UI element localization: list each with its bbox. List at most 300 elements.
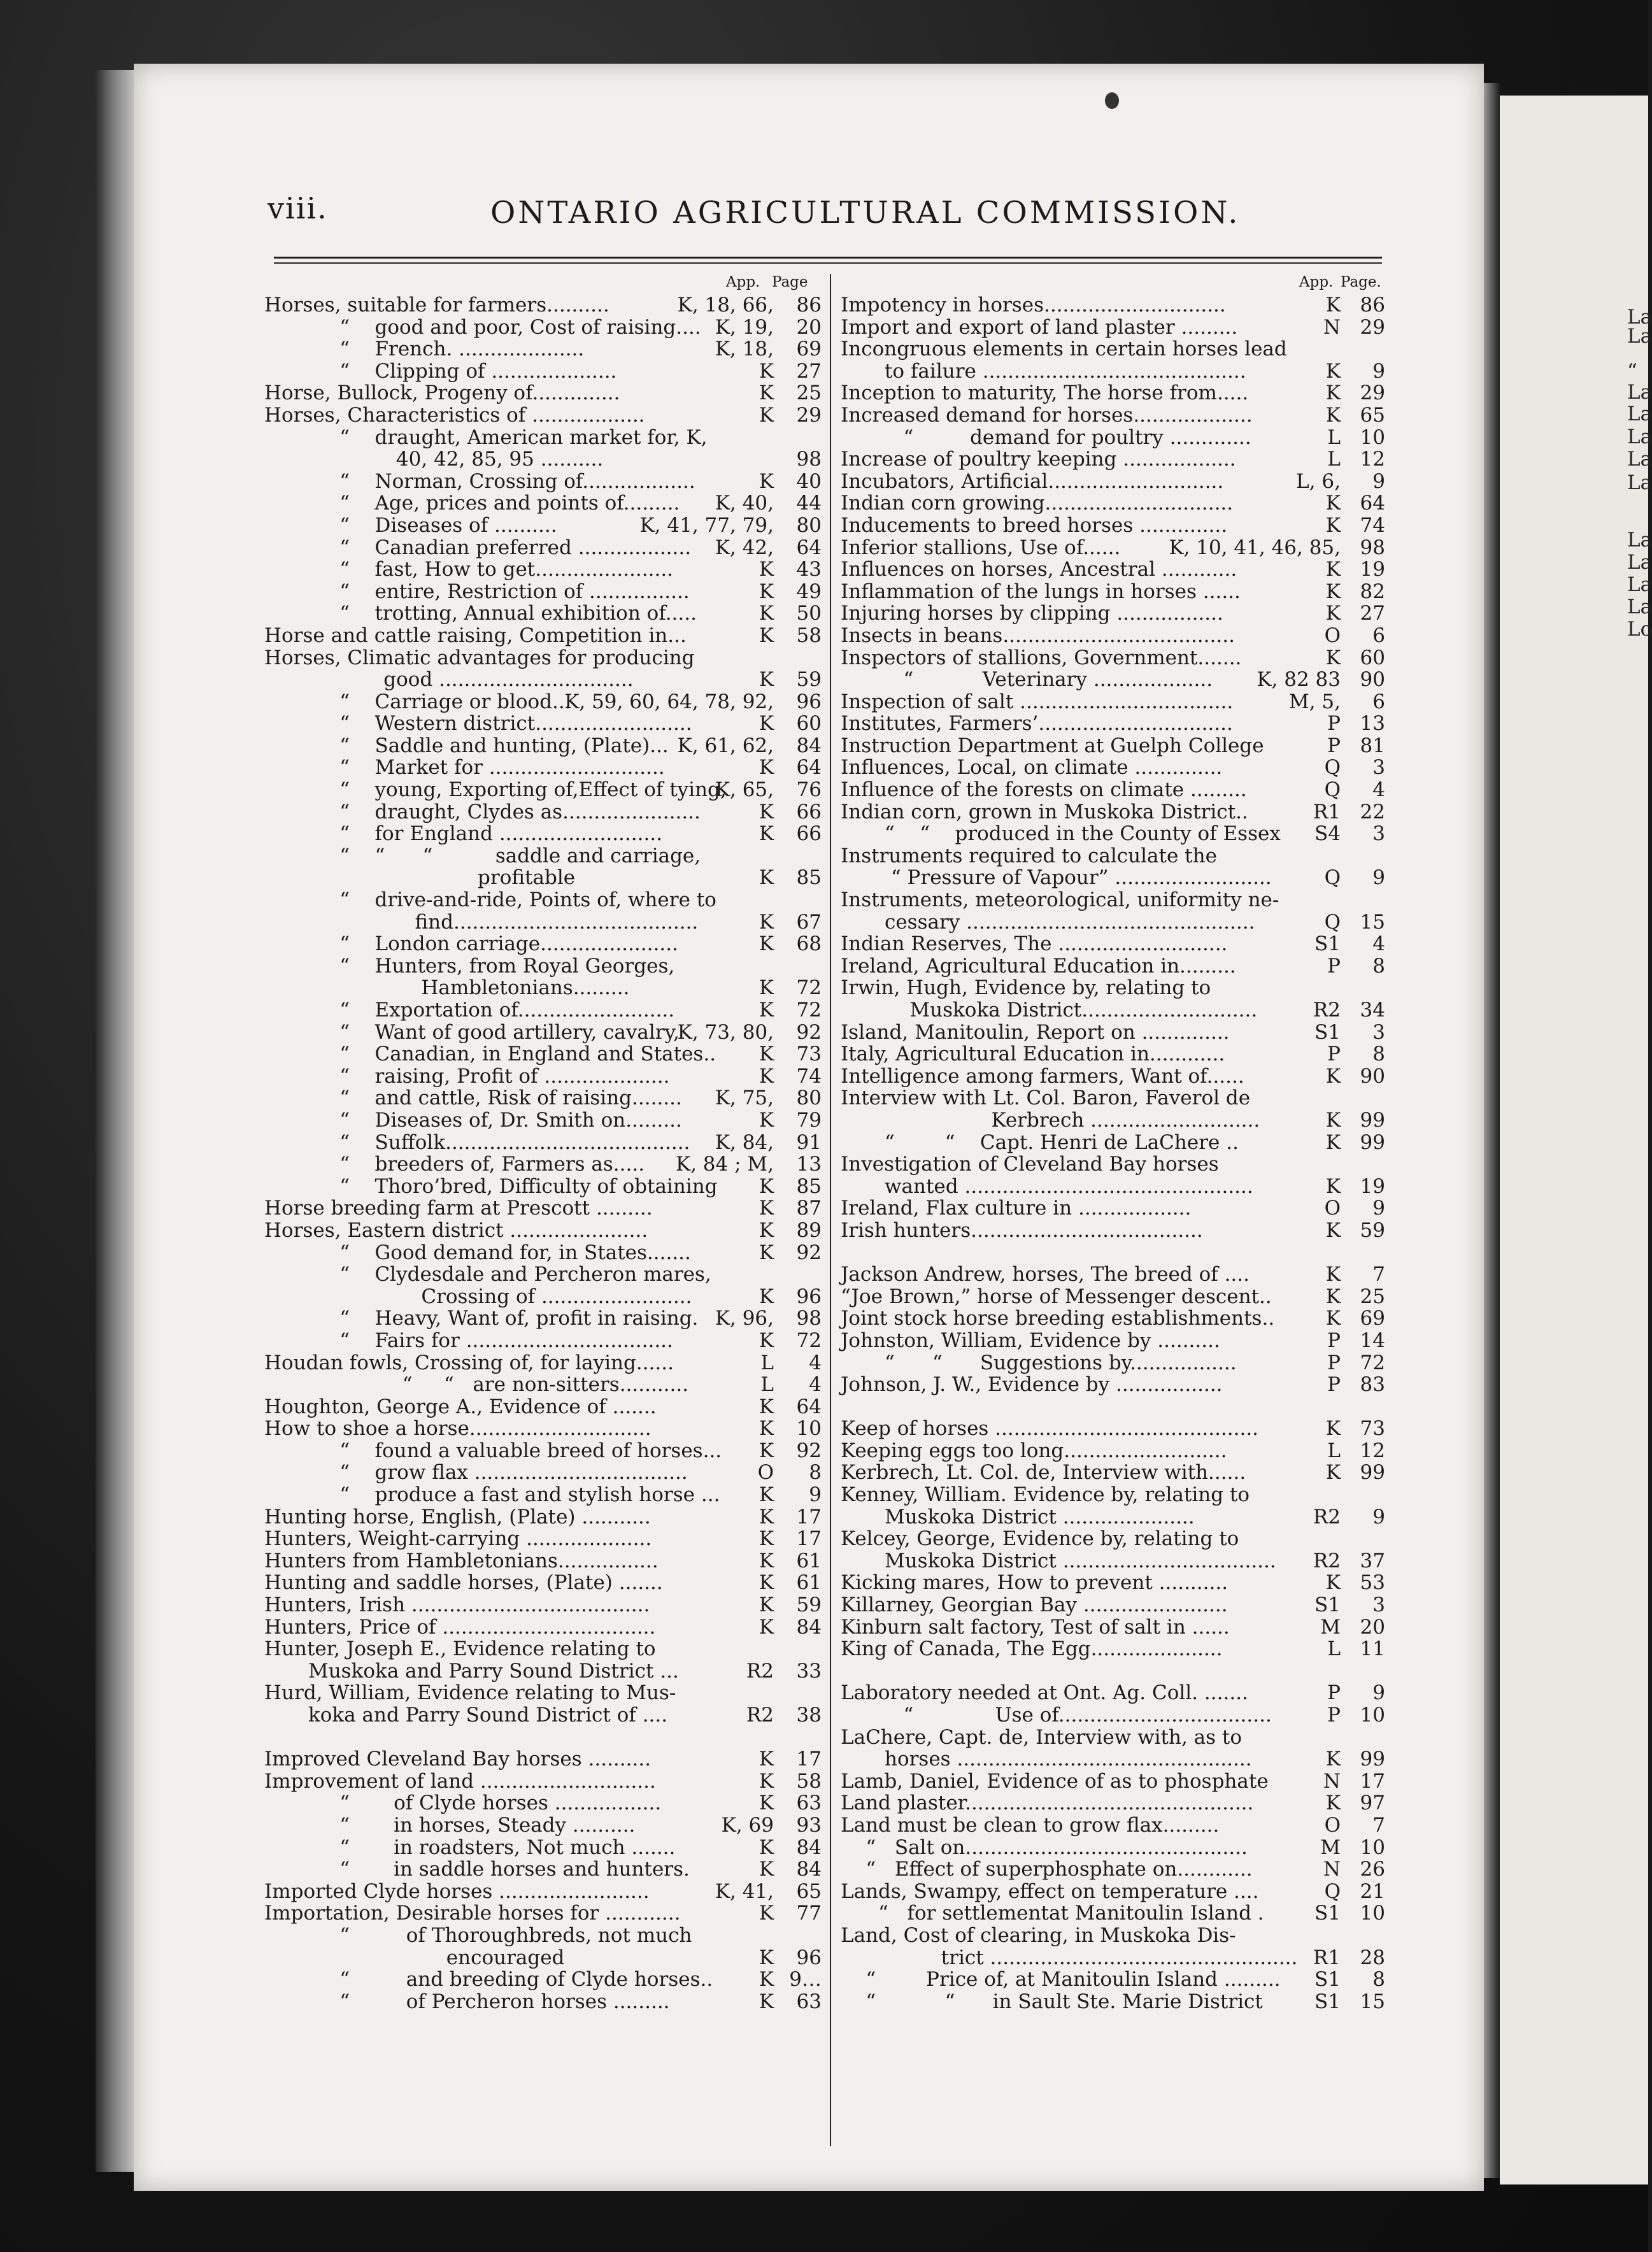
- appendix-ref: O: [1324, 1197, 1341, 1220]
- index-entry: [841, 1396, 1385, 1418]
- index-entry: [264, 1969, 822, 1991]
- index-entry: [841, 647, 1385, 669]
- appendix-ref: K, 10, 41, 46, 85,: [1169, 536, 1341, 559]
- index-entry: [841, 1484, 1385, 1506]
- appendix-ref: K: [758, 910, 774, 934]
- entry-text: “ fast, How to get......................: [264, 558, 674, 581]
- index-column-left: [264, 267, 822, 2013]
- page-ref: 98: [1360, 536, 1385, 559]
- page-ref: 6: [1372, 690, 1385, 713]
- appendix-ref: P: [1327, 1351, 1341, 1374]
- appendix-ref: K: [758, 1043, 774, 1066]
- appendix-ref: K: [1325, 294, 1341, 317]
- page-ref: 80: [796, 1087, 822, 1110]
- appendix-ref: K: [758, 1527, 774, 1551]
- entry-text: “ draught, Clydes as......................: [264, 800, 701, 823]
- appendix-ref: K: [758, 1946, 774, 1969]
- index-entry: [264, 581, 822, 603]
- index-entry: [264, 1352, 822, 1374]
- entry-text: “ Effect of superphosphate on............: [841, 1858, 1253, 1881]
- entry-text: “ drive-and-ride, Points of, where to: [264, 888, 716, 912]
- index-entry: [841, 1528, 1385, 1550]
- page-ref: 59: [1360, 1218, 1385, 1242]
- index-entry: [264, 1528, 822, 1550]
- index-entry: [264, 1682, 822, 1704]
- page-ref: 93: [796, 1813, 822, 1837]
- entry-text: “ Carriage or blood...: [264, 690, 571, 713]
- index-entry: [841, 1087, 1385, 1109]
- page-ref: 84: [796, 734, 822, 757]
- entry-text: “ French. ....................: [264, 338, 585, 361]
- entry-text: Incongruous elements in certain horses lead: [841, 338, 1287, 361]
- appendix-ref: K: [1325, 1218, 1341, 1242]
- entry-text: “ Salt on.............................................: [841, 1835, 1248, 1859]
- page-ref: 19: [1360, 1174, 1385, 1198]
- page-header: [267, 191, 1407, 248]
- entry-text: “ “ Capt. Henri de LaChere ..: [841, 1130, 1239, 1154]
- facing-page-fragment: La: [1627, 325, 1652, 348]
- page-ref: 10: [1360, 1902, 1385, 1925]
- index-entry: [841, 1220, 1385, 1242]
- entry-text: Keeping eggs too long..........................: [841, 1439, 1227, 1462]
- page-ref: 84: [796, 1858, 822, 1881]
- appendix-ref: K: [758, 1064, 774, 1088]
- entry-text: Improvement of land ............................: [264, 1769, 656, 1793]
- page-ref: 63: [796, 1792, 822, 1815]
- appendix-ref: N: [1323, 315, 1341, 339]
- page-ref: 3: [1372, 1020, 1385, 1044]
- index-entry: [264, 294, 822, 317]
- appendix-ref: K, 84 ; M,: [675, 1153, 774, 1176]
- entry-text: “ Heavy, Want of, profit in raising.: [264, 1307, 699, 1330]
- index-entry: [264, 338, 822, 360]
- page-ref: 29: [1360, 315, 1385, 339]
- page-ref: 68: [796, 932, 822, 956]
- index-entry: [841, 1902, 1385, 1925]
- page-ref: 85: [796, 866, 822, 890]
- page-ref: 9: [1372, 1197, 1385, 1220]
- entry-text: “ of Thoroughbreds, not much: [264, 1923, 692, 1947]
- index-entry: [841, 515, 1385, 537]
- page-ref: 86: [1360, 294, 1385, 317]
- index-entry: [841, 360, 1385, 383]
- entry-text: Horse and cattle raising, Competition in...: [264, 624, 687, 647]
- appendix-ref: O: [757, 1461, 774, 1485]
- entry-text: “ Norman, Crossing of..................: [264, 469, 695, 493]
- index-entry: [841, 1176, 1385, 1198]
- appendix-ref: K: [1325, 1285, 1341, 1308]
- page-ref: 67: [796, 910, 822, 934]
- page-number: viii.: [267, 191, 328, 225]
- index-entry: [264, 1396, 822, 1418]
- index-entry: [841, 1506, 1385, 1529]
- page-ref: 4: [809, 1373, 822, 1397]
- appendix-ref: K: [758, 1792, 774, 1815]
- entry-text: Import and export of land plaster .........: [841, 315, 1238, 339]
- appendix-ref: R1: [1313, 800, 1341, 823]
- page-ref: 8: [1372, 1968, 1385, 1992]
- entry-text: Jackson Andrew, horses, The breed of ....: [841, 1263, 1250, 1286]
- index-entry: [841, 845, 1385, 867]
- appendix-ref: L: [1327, 1439, 1341, 1462]
- index-entry: [841, 1748, 1385, 1771]
- entry-text: koka and Parry Sound District of ....: [264, 1704, 668, 1727]
- appendix-ref: K: [1325, 513, 1341, 537]
- appendix-ref: K: [1325, 1307, 1341, 1330]
- index-entry: [841, 1462, 1385, 1484]
- appendix-ref: K: [1325, 492, 1341, 515]
- index-entry: [841, 492, 1385, 515]
- page-ref: 8: [1372, 1043, 1385, 1066]
- appendix-ref: P: [1327, 1373, 1341, 1397]
- page-ref: 9: [1372, 1505, 1385, 1529]
- page-ref: 81: [1360, 734, 1385, 757]
- appendix-ref: S1: [1314, 1593, 1341, 1617]
- page-ref: 77: [796, 1902, 822, 1925]
- entry-text: find.......................................: [264, 910, 699, 934]
- appendix-ref: R2: [1313, 999, 1341, 1022]
- index-entry: [264, 757, 822, 779]
- appendix-ref: K, 19,: [715, 315, 774, 339]
- page-ref: 26: [1360, 1858, 1385, 1881]
- entry-text: Instruments, meteorological, uniformity ne-: [841, 888, 1279, 912]
- index-entry: [264, 1925, 822, 1947]
- appendix-ref: L: [1327, 448, 1341, 471]
- facing-page-fragment: La: [1627, 595, 1652, 618]
- page-ref: 66: [796, 800, 822, 823]
- entry-text: Lands, Swampy, effect on temperature ....: [841, 1879, 1259, 1903]
- index-entry: [841, 867, 1385, 889]
- entry-text: Insects in beans.....................................: [841, 624, 1235, 647]
- index-entry: [841, 1858, 1385, 1881]
- entry-text: horses ...............................................: [841, 1748, 1252, 1771]
- page-header-label: Page: [772, 274, 808, 290]
- appendix-ref: K: [758, 1968, 774, 1992]
- index-entry: [264, 911, 822, 934]
- appendix-ref: S1: [1314, 1020, 1341, 1044]
- page-ref: 58: [796, 624, 822, 647]
- entry-text: Ireland, Flax culture in ..................: [841, 1197, 1192, 1220]
- entry-text: to failure ..........................................: [841, 359, 1246, 383]
- page-ref: 92: [796, 1241, 822, 1264]
- appendix-ref: K: [1325, 1571, 1341, 1595]
- entry-text: Kerbrech, Lt. Col. de, Interview with......: [841, 1461, 1246, 1485]
- entry-text: Ireland, Agricultural Education in.........: [841, 954, 1236, 978]
- appendix-ref: K: [758, 1769, 774, 1793]
- entry-text: “ Hunters, from Royal Georges,: [264, 954, 675, 978]
- index-entry: [841, 735, 1385, 757]
- page-ref: 12: [1360, 448, 1385, 471]
- index-entry: [841, 779, 1385, 801]
- index-entry: [841, 537, 1385, 559]
- index-entry: [264, 404, 822, 427]
- page-ref: 8: [809, 1461, 822, 1485]
- page-ref: 27: [1360, 602, 1385, 625]
- appendix-ref: K: [758, 668, 774, 692]
- page-ref: 90: [1360, 668, 1385, 692]
- entry-text: Kinburn salt factory, Test of salt in ......: [841, 1615, 1230, 1639]
- appendix-ref: K: [1325, 558, 1341, 581]
- page-ref: 7: [1372, 1813, 1385, 1837]
- page-ref: 19: [1360, 558, 1385, 581]
- index-entry: [841, 1991, 1385, 2013]
- facing-page-fragment: La: [1627, 573, 1652, 596]
- appendix-ref: K: [1325, 1130, 1341, 1154]
- page-ref: 84: [796, 1835, 822, 1859]
- entry-text: Hunting horse, English, (Plate) ...........: [264, 1505, 651, 1529]
- appendix-ref: R2: [1313, 1505, 1341, 1529]
- index-entry: [264, 1837, 822, 1859]
- index-entry: [841, 317, 1385, 339]
- appendix-ref: R2: [746, 1704, 774, 1727]
- index-entry: [264, 1638, 822, 1660]
- entry-text: “ entire, Restriction of ................: [264, 580, 690, 603]
- entry-text: Killarney, Georgian Bay .......................: [841, 1593, 1228, 1617]
- page-ref: 76: [796, 778, 822, 802]
- page-ref: 10: [1360, 1704, 1385, 1727]
- entry-text: Italy, Agricultural Education in............: [841, 1043, 1225, 1066]
- index-entry: [841, 1682, 1385, 1704]
- page-ref: 53: [1360, 1571, 1385, 1595]
- index-entry: [264, 1176, 822, 1198]
- page-ref: 29: [1360, 381, 1385, 405]
- page-ref: 3: [1372, 822, 1385, 846]
- appendix-ref: Q: [1324, 910, 1341, 934]
- ink-blot: [1105, 92, 1119, 109]
- index-entry: [841, 382, 1385, 404]
- appendix-ref: K: [758, 822, 774, 846]
- entry-text: “ for England ..........................: [264, 822, 663, 846]
- page-ref: 91: [796, 1130, 822, 1154]
- entry-text: “ Want of good artillery, cavalry,: [264, 1020, 680, 1044]
- index-entry: [841, 1925, 1385, 1947]
- appendix-ref: P: [1327, 954, 1341, 978]
- appendix-ref: L, 6,: [1296, 469, 1341, 493]
- entry-text: “ Clydesdale and Percheron mares,: [264, 1263, 711, 1286]
- index-entry: [264, 602, 822, 625]
- appendix-ref: K: [758, 712, 774, 736]
- appendix-ref: K, 59, 60, 64, 78, 92,: [564, 690, 774, 713]
- entry-text: “ young, Exporting of,Effect of tying,: [264, 778, 727, 802]
- page-ref: 74: [1360, 513, 1385, 537]
- appendix-ref: K: [758, 866, 774, 890]
- entry-text: Horses, suitable for farmers..........: [264, 294, 609, 317]
- page-ref: 64: [1360, 492, 1385, 515]
- appendix-ref: K: [758, 359, 774, 383]
- index-entry: [264, 1264, 822, 1286]
- appendix-ref: R2: [1313, 1549, 1341, 1572]
- page-ref: 89: [796, 1218, 822, 1242]
- index-entry: [841, 1242, 1385, 1264]
- index-entry: [264, 1550, 822, 1572]
- entry-text: “ of Percheron horses .........: [264, 1990, 670, 2013]
- entry-text: “ good and poor, Cost of raising....: [264, 315, 701, 339]
- appendix-ref: S1: [1314, 932, 1341, 956]
- page-ref: 92: [796, 1439, 822, 1462]
- entry-text: How to shoe a horse.............................: [264, 1417, 652, 1441]
- index-entry: [264, 1947, 822, 1969]
- page-ref: 10: [796, 1417, 822, 1441]
- entry-text: “ found a valuable breed of horses...: [264, 1439, 722, 1462]
- page-ref: 64: [796, 1395, 822, 1418]
- index-column-right: [841, 267, 1385, 2013]
- column-header: [264, 267, 822, 294]
- index-entry: [264, 1132, 822, 1154]
- entry-text: “ Veterinary ...................: [841, 668, 1213, 692]
- appendix-ref: K: [758, 1748, 774, 1771]
- page-ref: 20: [796, 315, 822, 339]
- index-entry: [264, 1594, 822, 1616]
- entry-text: King of Canada, The Egg.....................: [841, 1637, 1223, 1661]
- index-entry: [264, 801, 822, 823]
- appendix-ref: K, 18,: [715, 338, 774, 361]
- page-ref: 11: [1360, 1637, 1385, 1661]
- appendix-ref: S1: [1314, 1902, 1341, 1925]
- index-entry: [264, 1902, 822, 1925]
- entry-text: Instruments required to calculate the: [841, 844, 1217, 867]
- entry-text: “ Diseases of, Dr. Smith on.........: [264, 1108, 682, 1132]
- index-entry: [264, 1462, 822, 1484]
- entry-text: Imported Clyde horses ........................: [264, 1879, 650, 1903]
- entry-text: Land, Cost of clearing, in Muskoka Dis-: [841, 1923, 1236, 1947]
- index-entry: [264, 933, 822, 955]
- entry-text: Hunting and saddle horses, (Plate) .......: [264, 1571, 663, 1595]
- entry-text: “ Saddle and hunting, (Plate)...: [264, 734, 669, 757]
- index-entry: [264, 867, 822, 889]
- appendix-ref: M, 5,: [1288, 690, 1341, 713]
- index-entry: [841, 889, 1385, 911]
- appendix-ref: K: [758, 469, 774, 493]
- appendix-ref: Q: [1324, 778, 1341, 802]
- index-entry: [841, 933, 1385, 955]
- appendix-ref: K, 18, 66,: [677, 294, 774, 317]
- page-ref: 4: [809, 1351, 822, 1374]
- entry-text: “ Clipping of ....................: [264, 359, 617, 383]
- page-ref: 50: [796, 602, 822, 625]
- appendix-ref: K: [758, 1902, 774, 1925]
- page-ref: 85: [796, 1174, 822, 1198]
- index-entry: [841, 1572, 1385, 1594]
- appendix-ref: K: [758, 1329, 774, 1352]
- page-ref: 66: [796, 822, 822, 846]
- entry-text: Investigation of Cleveland Bay horses: [841, 1153, 1219, 1176]
- entry-text: Hambletonians.........: [264, 976, 630, 1000]
- entry-text: “ Good demand for, in States.......: [264, 1241, 691, 1264]
- entry-text: “ Thoro’bred, Difficulty of obtaining: [264, 1174, 718, 1198]
- index-entry: [264, 1440, 822, 1462]
- appendix-ref: Q: [1324, 866, 1341, 890]
- page-ref: 9: [1372, 866, 1385, 890]
- index-entry: [841, 801, 1385, 823]
- index-entry: [264, 1771, 822, 1793]
- header-rule-bottom: [274, 262, 1382, 264]
- page-ref: 37: [1360, 1549, 1385, 1572]
- header-rule-top: [274, 257, 1382, 259]
- appendix-ref: K: [758, 1241, 774, 1264]
- index-entry: [841, 823, 1385, 845]
- entry-text: “ Suffolk.......................................: [264, 1130, 690, 1154]
- entry-text: “ “ Suggestions by.................: [841, 1351, 1237, 1374]
- appendix-ref: K: [758, 1571, 774, 1595]
- facing-page-fragment: “: [1627, 360, 1637, 383]
- entry-text: “ Canadian, in England and States..: [264, 1043, 716, 1066]
- appendix-ref: M: [1320, 1835, 1341, 1859]
- page-ref: 99: [1360, 1108, 1385, 1132]
- appendix-ref: K: [758, 1483, 774, 1507]
- index-entry: [841, 448, 1385, 471]
- entry-text: Injuring horses by clipping .................: [841, 602, 1223, 625]
- index-entry: [264, 360, 822, 383]
- appendix-ref: K: [758, 1174, 774, 1198]
- index-entry: [841, 559, 1385, 581]
- page-ref: 61: [796, 1571, 822, 1595]
- index-entry: [841, 1727, 1385, 1749]
- page-ref: 80: [796, 513, 822, 537]
- index-entry: [264, 1991, 822, 2013]
- entry-text: Hunters from Hambletonians................: [264, 1549, 659, 1572]
- app-header: App.: [1299, 274, 1334, 290]
- entry-text: Hunters, Price of ..................................: [264, 1615, 656, 1639]
- entry-text: “ trotting, Annual exhibition of.....: [264, 602, 697, 625]
- entry-text: Kenney, William. Evidence by, relating to: [841, 1483, 1250, 1507]
- page-ref: 9: [1372, 469, 1385, 493]
- appendix-ref: N: [1323, 1769, 1341, 1793]
- index-entry: [264, 1087, 822, 1109]
- index-entry: [264, 537, 822, 559]
- appendix-ref: L: [1327, 1637, 1341, 1661]
- index-entry: [841, 1286, 1385, 1308]
- entry-text: Muskoka District............................: [841, 999, 1258, 1022]
- appendix-ref: K: [758, 1835, 774, 1859]
- index-entry: [264, 1374, 822, 1396]
- index-entry: [264, 647, 822, 669]
- page-ref: 65: [1360, 403, 1385, 427]
- page-ref: 25: [796, 381, 822, 405]
- page-ref: 64: [796, 756, 822, 780]
- entry-text: “ Fairs for .................................: [264, 1329, 673, 1352]
- index-entry: [264, 317, 822, 339]
- index-entry: [841, 955, 1385, 978]
- index-entry: [264, 977, 822, 999]
- index-entry: [841, 1660, 1385, 1683]
- entry-text: Inspection of salt ..................................: [841, 690, 1234, 713]
- appendix-ref: K, 84,: [715, 1130, 774, 1154]
- appendix-ref: K: [758, 381, 774, 405]
- facing-page-fragment: La: [1627, 306, 1652, 329]
- index-entry: [264, 1484, 822, 1506]
- page-ref: 59: [796, 668, 822, 692]
- index-entry: [841, 1330, 1385, 1352]
- entry-text: “ “ “ saddle and carriage,: [264, 844, 701, 867]
- appendix-ref: K: [758, 1593, 774, 1617]
- facing-page: [1500, 96, 1648, 2184]
- appendix-ref: K: [758, 558, 774, 581]
- page-ref: 87: [796, 1197, 822, 1220]
- entry-text: Irwin, Hugh, Evidence by, relating to: [841, 976, 1211, 1000]
- page-ref: 72: [796, 999, 822, 1022]
- entry-text: Interview with Lt. Col. Baron, Faverol de: [841, 1087, 1251, 1110]
- entry-text: “ “ in Sault Ste. Marie District: [841, 1990, 1263, 2013]
- page-title: ONTARIO AGRICULTURAL COMMISSION.: [490, 195, 1241, 231]
- index-entry: [264, 1308, 822, 1330]
- entry-text: Joint stock horse breeding establishments..: [841, 1307, 1275, 1330]
- page-ref: 59: [796, 1593, 822, 1617]
- entry-text: “ draught, American market for, K,: [264, 425, 708, 449]
- entry-text: Land plaster..............................................: [841, 1792, 1254, 1815]
- page-ref: 25: [1360, 1285, 1385, 1308]
- entry-text: “ raising, Profit of ....................: [264, 1064, 670, 1088]
- appendix-ref: S1: [1314, 1990, 1341, 2013]
